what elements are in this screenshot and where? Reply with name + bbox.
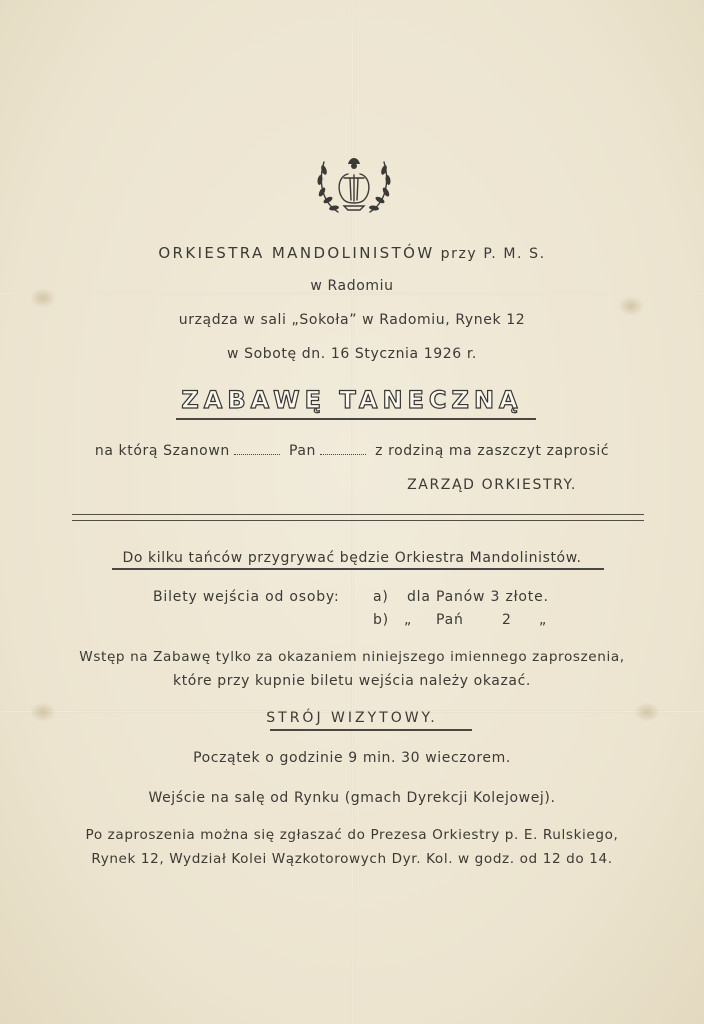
organizer-affiliation: przy P. M. S. [440,246,546,262]
name-blank [234,454,280,455]
start-time: Początek o godzinie 9 min. 30 wieczorem. [193,750,511,766]
ticket-price-women: 2 [502,612,512,628]
ditto-mark: „ [539,612,548,628]
section-divider [72,514,644,521]
lyre-laurel-icon [314,142,394,224]
dress-code-underline [270,729,472,731]
name-blank [320,454,366,455]
venue-line: urządza w sali „Sokoła” w Radomiu, Rynek 12 [178,312,526,328]
ditto-mark: „ [404,612,413,628]
music-note-underline [112,568,604,570]
entrance-info: Wejście na salę od Rynku (gmach Dyrekcji Kolejowej). [148,790,556,806]
ticket-price-men: dla Panów 3 złote. [407,589,549,605]
contact-line-2: Rynek 12, Wydział Kolei Wązkotorowych Dyr. Kol. w godz. od 12 do 14. [91,851,613,867]
organizer-line [0,244,704,262]
entry-rule-line-1: Wstęp na Zabawę tylko za okazaniem niniejszego imiennego zaproszenia, [79,649,625,665]
invitation-text-1: na którą Szanown [94,443,230,459]
title-underline [176,418,536,420]
invitation-text-3: z rodziną ma zaszczyt zaprosić [375,443,610,459]
orchestra-name: ORKIESTRA MANDOLINISTÓW [158,244,435,262]
organizer-signature: ZARZĄD ORKIESTRY. [407,477,577,493]
ticket-group-women: Pań [436,612,464,628]
tickets-label: Bilety wejścia od osoby: [153,589,340,605]
ticket-marker-b: b) [373,612,389,628]
contact-line-1: Po zaproszenia można się zgłaszać do Prezesa Orkiestry p. E. Rulskiego, [85,827,619,843]
event-title: ZABAWĘ TANECZNĄ [181,386,523,414]
music-note: Do kilku tańców przygrywać będzie Orkiestra Mandolinistów. [122,550,582,566]
entry-rule-line-2: które przy kupnie biletu wejścia należy okazać. [173,673,531,689]
ticket-marker-a: a) [373,589,389,605]
dress-code: STRÓJ WIZYTOWY. [266,710,438,726]
city-line: w Radomiu [310,278,394,294]
invitation-text-2: Pan [288,443,317,459]
date-line: w Sobotę dn. 16 Stycznia 1926 r. [227,346,477,362]
invitation-line [0,443,704,459]
